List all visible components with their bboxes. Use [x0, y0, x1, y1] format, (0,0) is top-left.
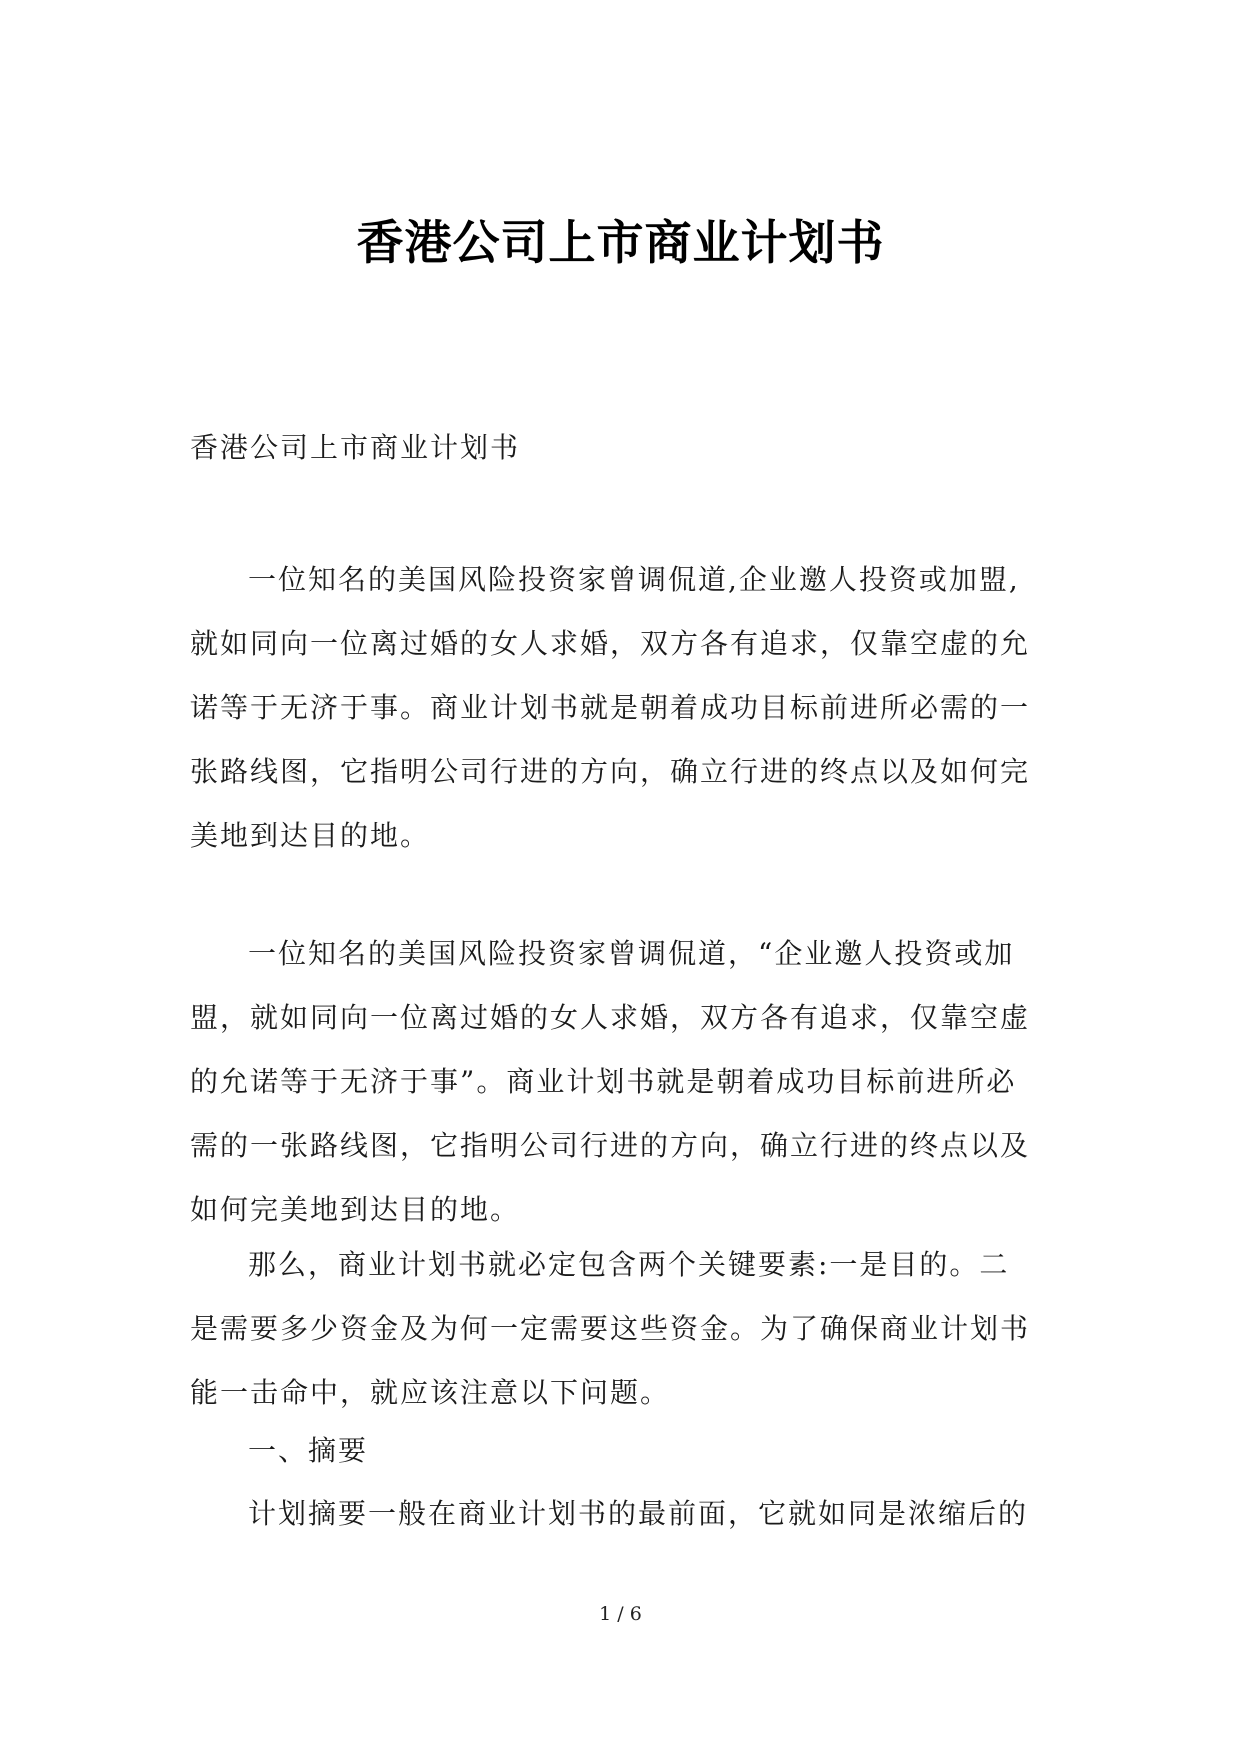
paragraph-line: 张路线图，它指明公司行进的方向，确立行进的终点以及如何完	[190, 755, 1031, 788]
paragraph-line: 的允诺等于无济于事”。商业计划书就是朝着成功目标前进所必	[190, 1065, 1017, 1098]
paragraph-line: 就如同向一位离过婚的女人求婚，双方各有追求，仅靠空虚的允	[190, 627, 1031, 660]
paragraph-2	[190, 922, 1060, 1242]
paragraph-line: 一位知名的美国风险投资家曾调侃道,企业邀人投资或加盟,	[248, 563, 1020, 596]
paragraph-line: 美地到达目的地。	[190, 819, 431, 852]
paragraph-line: 那么，商业计划书就必定包含两个关键要素:一是目的。二	[248, 1248, 1010, 1281]
paragraph-line: 如何完美地到达目的地。	[190, 1193, 521, 1226]
section-heading-text: 一、摘要	[248, 1434, 369, 1467]
section-heading	[190, 1419, 1060, 1483]
paragraph-line: 计划摘要一般在商业计划书的最前面，它就如同是浓缩后的	[248, 1497, 1029, 1530]
paragraph-line: 需的一张路线图，它指明公司行进的方向，确立行进的终点以及	[190, 1129, 1031, 1162]
paragraph-line: 能一击命中，就应该注意以下问题。	[190, 1376, 671, 1409]
document-title: 香港公司上市商业计划书	[356, 216, 885, 271]
paragraph-1	[190, 548, 1060, 868]
paragraph-line: 盟，就如同向一位离过婚的女人求婚，双方各有追求，仅靠空虚	[190, 1001, 1031, 1034]
page-number: 1 / 6	[599, 1603, 642, 1625]
subtitle-line: 香港公司上市商业计划书	[190, 431, 521, 464]
paragraph-line: 一位知名的美国风险投资家曾调侃道，“企业邀人投资或加	[248, 937, 1015, 970]
paragraph-line: 是需要多少资金及为何一定需要这些资金。为了确保商业计划书	[190, 1312, 1031, 1345]
paragraph-3	[190, 1233, 1060, 1425]
paragraph-line: 诺等于无济于事。商业计划书就是朝着成功目标前进所必需的一	[190, 691, 1031, 724]
paragraph-4	[190, 1482, 1060, 1546]
document-subtitle	[190, 416, 1060, 480]
